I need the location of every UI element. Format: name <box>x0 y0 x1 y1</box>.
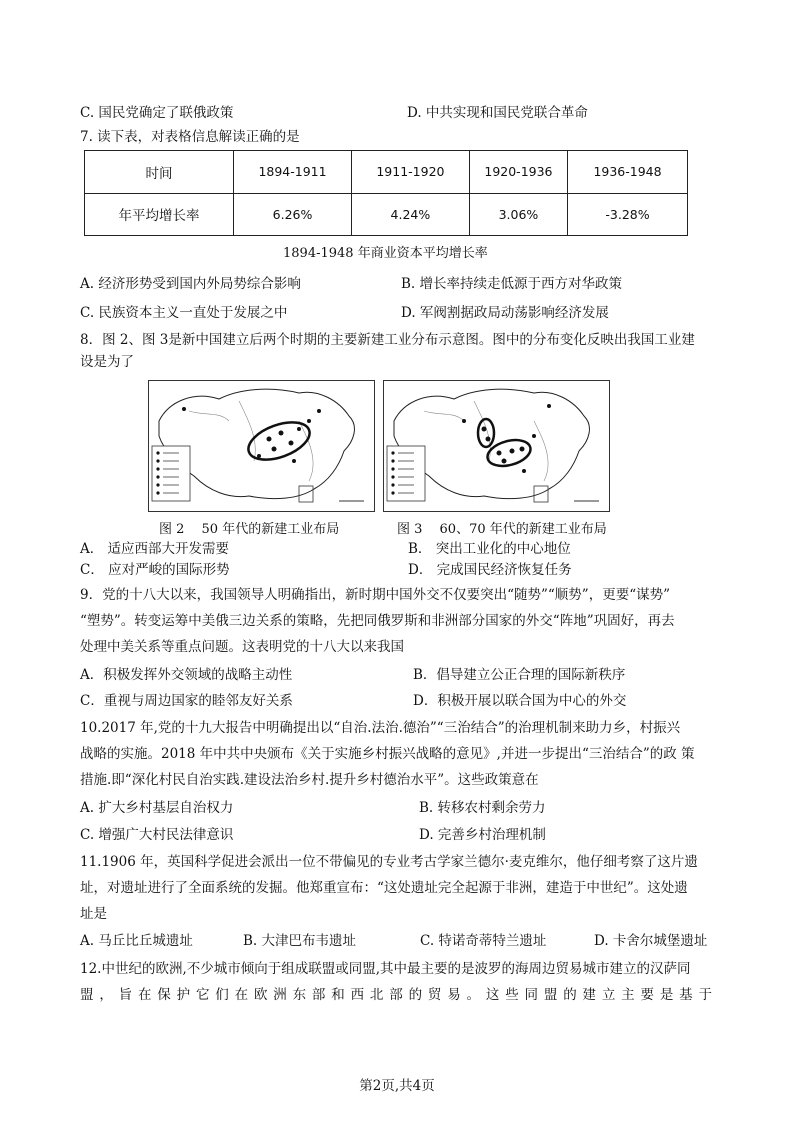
q9-line3: 处理中美关系等重点问题。这表明党的十八大以来我国 <box>80 639 404 655</box>
table-header-row <box>85 151 688 194</box>
table-cell: 3.06% <box>469 193 567 236</box>
q7-option-b: B. 增长率持续走低源于西方对华政策 <box>401 276 623 292</box>
q11-option-c: C. 特诺奇蒂特兰遗址 <box>420 933 547 949</box>
figure-2-map <box>148 380 375 512</box>
q8-option-a: A． 适应西部大开发需要 <box>80 541 230 557</box>
figure-3-map <box>383 380 610 512</box>
q11-option-b: B. 大津巴布韦遗址 <box>243 933 357 949</box>
table-cell: 6.26% <box>234 193 352 236</box>
china-map-1960s-1970s-image <box>384 381 609 511</box>
q8-stem-line1: 8．图 2、图 3是新中国建立后两个时期的主要新建工业分布示意图。图中的分布变化反映出我国工业建 <box>80 332 695 348</box>
q10-option-c: C. 增强广大村民法律意识 <box>80 827 234 843</box>
q12-line2: 盟，旨在保护它们在欧洲东部和西北部的贸易。这些同盟的建立主要是基于 <box>80 987 714 1003</box>
q9-option-d: D．积极开展以联合国为中心的外交 <box>413 693 627 709</box>
figure-3-caption: 图 3 60、70 年代的新建工业布局 <box>397 522 607 537</box>
q8-option-d: D． 完成国民经济恢复任务 <box>408 562 572 578</box>
q7-option-a: A. 经济形势受到国内外局势综合影响 <box>80 276 301 292</box>
table-cell: 4.24% <box>351 193 469 236</box>
table-cell: 1911-1920 <box>351 151 469 194</box>
q8-option-c: C． 应对严峻的国际形势 <box>80 562 230 578</box>
q9-line2: “塑势”。转变运筹中美俄三边关系的策略，先把同俄罗斯和非洲部分国家的外交“阵地”巩固好，再去 <box>80 613 675 629</box>
q6-option-c: C. 国民党确定了联俄政策 <box>80 105 234 121</box>
q7-stem: 7. 读下表，对表格信息解读正确的是 <box>80 129 300 145</box>
table-row <box>85 193 688 236</box>
q11-line2: 址，对遗址进行了全面系统的发掘。他郑重宣布：“这处遗址完全起源于非洲，建造于中世纪”。这处遗 <box>80 880 688 896</box>
q11-option-a: A. 马丘比丘城遗址 <box>80 933 193 949</box>
q9-option-b: B．倡导建立公正合理的国际新秩序 <box>413 667 626 683</box>
q11-option-d: D. 卡舍尔城堡遗址 <box>594 933 708 949</box>
q8-stem-line2: 设是为了 <box>80 354 134 370</box>
table-cell: -3.28% <box>568 193 688 236</box>
q10-option-d: D. 完善乡村治理机制 <box>419 827 546 843</box>
china-map-1950s-image <box>149 381 374 511</box>
table-cell: 1894-1911 <box>234 151 352 194</box>
table-cell: 1936-1948 <box>568 151 688 194</box>
q9-line1: 9．党的十八大以来，我国领导人明确指出，新时期中国外交不仅要突出“随势”“顺势”，更要“谋势” <box>80 587 670 603</box>
table-caption: 1894-1948 年商业资本平均增长率 <box>283 246 488 261</box>
q10-line3: 措施.即“深化村民自治实践.建设法治乡村.提升乡村德治水平”。这些政策意在 <box>80 772 539 788</box>
growth-rate-table <box>84 150 688 236</box>
q9-option-a: A．积极发挥外交领域的战略主动性 <box>80 667 293 683</box>
table-cell: 1920-1936 <box>469 151 567 194</box>
q7-option-c: C. 民族资本主义一直处于发展之中 <box>80 305 288 321</box>
q6-option-d: D. 中共实现和国民党联合革命 <box>407 105 588 121</box>
q10-option-b: B. 转移农村剩余劳力 <box>419 800 546 816</box>
q10-line1: 10.2017 年,党的十九大报告中明确提出以“自治.法治.德治”“三治结合”的治理机制来助力乡，村振兴 <box>80 720 681 736</box>
q11-line3: 址是 <box>80 906 107 922</box>
q9-option-c: C．重视与周边国家的睦邻友好关系 <box>80 693 293 709</box>
q7-option-d: D. 军阀割据政局动荡影响经济发展 <box>401 305 609 321</box>
figure-2-caption: 图 2 50 年代的新建工业布局 <box>159 522 340 537</box>
page-number: 第2页,共4页 <box>359 1078 435 1094</box>
q10-line2: 战略的实施。2018 年中共中央颁布《关于实施乡村振兴战略的意见》,并进一步提出“三治结合”的政 策 <box>80 746 695 762</box>
q10-option-a: A. 扩大乡村基层自治权力 <box>80 800 234 816</box>
table-cell: 时间 <box>85 151 234 194</box>
q12-line1: 12.中世纪的欧洲,不少城市倾向于组成联盟或同盟,其中最主要的是波罗的海周边贸易城市建立的汉萨同 <box>80 961 691 977</box>
q11-line1: 11.1906 年，英国科学促进会派出一位不带偏见的专业考古学家兰德尔·麦克维尔，他仔细考察了这片遗 <box>80 854 698 870</box>
q8-option-b: B． 突出工业化的中心地位 <box>408 541 571 557</box>
table-cell: 年平均增长率 <box>85 193 234 236</box>
